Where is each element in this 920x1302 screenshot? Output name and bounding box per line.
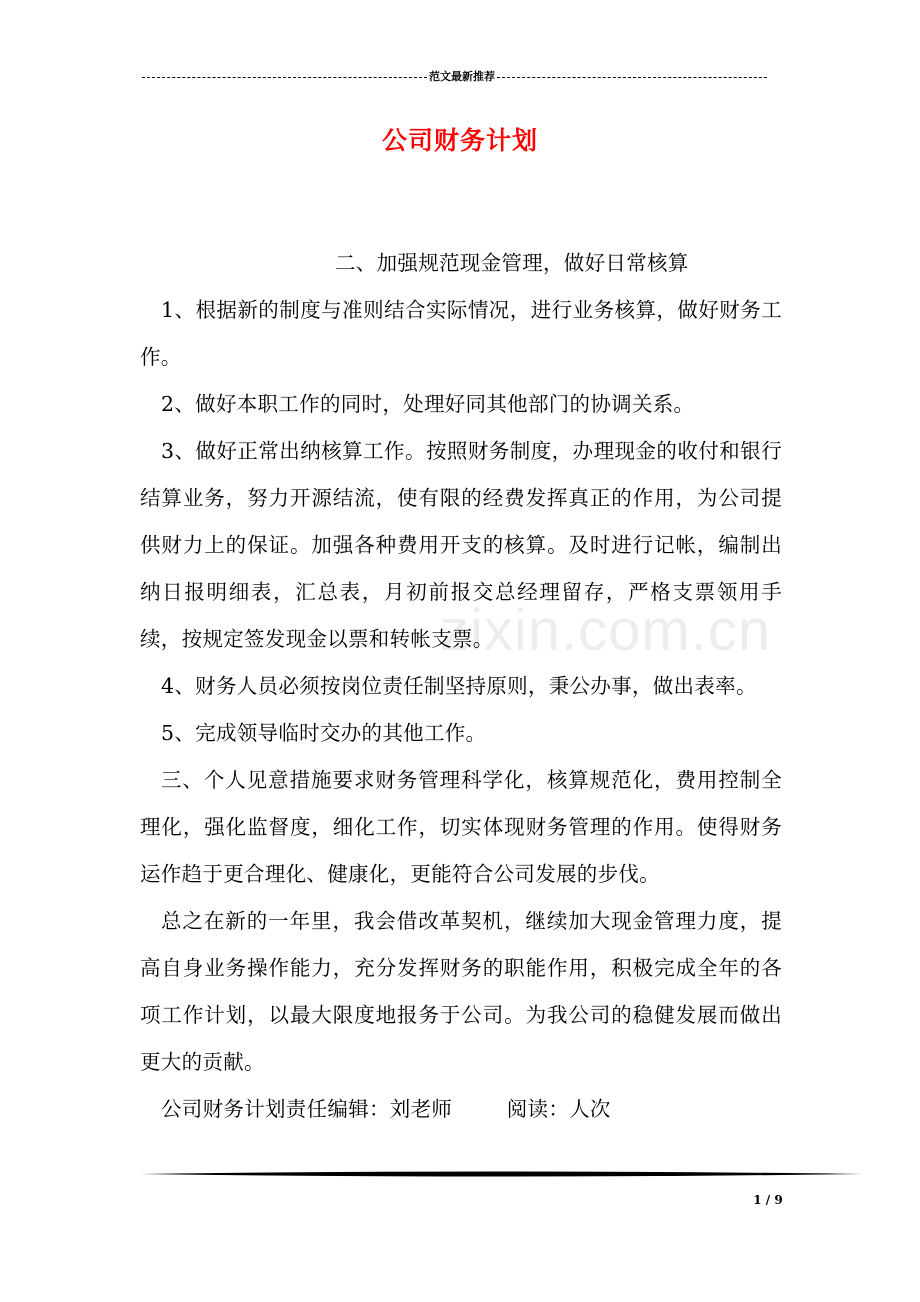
paragraph-item-1: 1、根据新的制度与准则结合实际情况，进行业务核算，做好财务工作。 [140, 298, 782, 369]
footer-rule [140, 1170, 862, 1178]
header-dashes-left [142, 77, 427, 78]
paragraph-item-5: 5、完成领导临时交办的其他工作。 [161, 721, 487, 745]
document-body [140, 240, 782, 1133]
paragraph-section-three: 三、个人见意措施要求财务管理科学化，核算规范化，费用控制全理化，强化监督度，细化工作，切实体现财务管理的作用。使得财务运作趋于更合理化、健康化，更能符合公司发展的步伐。 [140, 768, 782, 886]
editor-line: 公司财务计划责任编辑：刘老师 阅读：人次 [161, 1097, 611, 1121]
watermark: zixin.com.cn [440, 598, 772, 663]
paragraph-item-3: 3、做好正常出纳核算工作。按照财务制度，办理现金的收付和银行结算业务，努力开源结流，使有限的经费发挥真正的作用，为公司提供财力上的保证。加强各种费用开支的核算。及时进行记帐，编制出纳日报明细表，汇总表，月初前报交总经理留存，严格支票领用手续，按规定签发现金以票和转帐支票。 [140, 439, 782, 651]
page-header [140, 70, 768, 84]
header-dashes-right [497, 77, 768, 78]
paragraph-conclusion: 总之在新的一年里，我会借改革契机，继续加大现金管理力度，提高自身业务操作能力，充分发挥财务的职能作用，积极完成全年的各项工作计划，以最大限度地报务于公司。为我公司的稳健发展而做出更大的贡献。 [140, 909, 782, 1074]
document-title: 公司财务计划 [381, 126, 538, 155]
paragraph-item-4: 4、财务人员必须按岗位责任制坚持原则，秉公办事，做出表率。 [161, 674, 757, 698]
page-number: 1 / 9 [753, 1193, 783, 1207]
section-heading: 二、加强规范现金管理，做好日常核算 [335, 251, 689, 275]
header-label: 范文最新推荐 [429, 71, 495, 83]
paragraph-item-2: 2、做好本职工作的同时，处理好同其他部门的协调关系。 [161, 392, 695, 416]
